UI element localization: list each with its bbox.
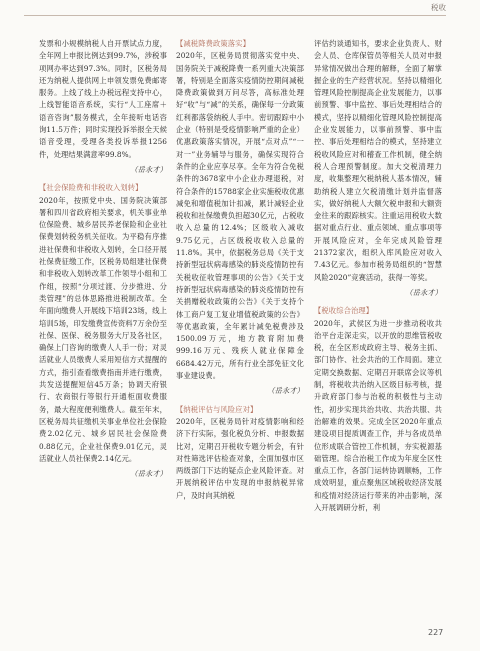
column-left bbox=[39, 38, 167, 486]
paragraph: 发票和小规模纳税人自开票试点力度，全年网上申报比例达到99.7%，涉税事项网办率达到97.3%。同时，区税务局还为纳税人提供网上申领发票免费邮寄服务。上线了线上办税远程支持中心，上线智能语音系统，实行“人工座席＋语音咨询”服务模式，全年接听电话咨询11.5万件；同时实现投诉举报全天候语音受理，受理各类投诉举报1256件，处理结果满意率99.8%。 bbox=[39, 39, 167, 159]
section-tax-assessment bbox=[176, 404, 304, 502]
section-social-insurance bbox=[39, 182, 167, 465]
section-title: 【税收综合治理】 bbox=[314, 306, 374, 316]
author-credit: （岳永才） bbox=[405, 287, 442, 297]
section-title: 【纳税评估与风险应对】 bbox=[176, 404, 258, 414]
paragraph: 2020年，按照党中央、国务院决策部署和四川省政府相关要求，机关事业单位保险费、城乡居民养老保险和企业社保费划转税务机关征收。为平稳有序推进社保费和非税收入划转，全口径开展社保费征缴工作，区税务局组建社保费和非税收入划转改革工作领导小组和工作组，按照“分项过渡、分步推进、分类管理”的总体思路推进税制改革。全年面向缴费人开展线下培训23场，线上培训5场，印发缴费宣传资料7万余份至社保、医保、税务服务大厅及各社区，确保上门咨询的缴费人人手一份；对灵活就业人员缴费人采用短信方式提醒的方式，指引查看缴费指南并进行缴费，共发送提醒短信45万条；协调天府银行、农商银行等银行开通柜面收费服务，最大程度便利缴费人。截至年末，区税务局共征缴机关事业单位社会保险费2.02亿元、城乡居民社会保险费0.88亿元，企业社保费9.01亿元，灵活就业人员社保费2.14亿元。 bbox=[39, 195, 167, 463]
section-title: 【社会保险费和非税收入划转】 bbox=[39, 183, 143, 193]
paragraph: 评估约谈通知书，要求企业负责人、财会人员、仓库保管员等相关人员对申报异常情况做出合理的解释，全面了解掌握企业的生产经营状况。坚持以精细化管理风险控制提高企业发展能力，以事前预警、事中监控、事后处理相结合的模式，坚持以精细化管理风险控制提高企业发展能力，以事前预警、事中监控、事后处理相结合的模式，坚持建立税收风险应对和稽查工作机制，健全纳税人合理预警制度。加大交税清理力度，收集整理欠税纳税人基本情况，辅助纳税人建立欠税清缴计划并监督落实，做好纳税人大额欠税申报和大额资金往来的跟踪核实。注重运用税收大数据对重点行业、重点领域、重点事项等开展风险应对，全年完成风险管理21372家次，组织入库风险应对收入7.43亿元。参加市税务局组织的“智慧风险2020”竞赛活动，获得一等奖。 bbox=[314, 39, 442, 282]
paragraph: 2020年，武侯区为进一步推动税收共治平台走深走实，以开放的思维管税收税，在全区形成政府主导、税务主抓、部门协作、社会共治的工作局面。建立定期交换数据、定期召开联席会议等机制，将税收共治纳入区级目标考核，提升政府部门参与治税的积极性与主动性，初步实现共治共收、共治共服、共治解难的效果。完成全区2020年重点建设项目提质调查工作，并与各成员单位形成联合管控工作机制，夯实税源基础管理。综合治税工作成为年度全区性重点工作，各部门运转协调顺畅，工作成效明显，重点聚焦区域税收经济发展和疫情对经济运行带来的冲击影响，深入开展调研分析，利 bbox=[314, 318, 442, 512]
header-rule bbox=[24, 15, 446, 16]
section-tax-governance bbox=[314, 305, 442, 514]
author-credit: （岳永才） bbox=[130, 164, 167, 174]
column-middle bbox=[176, 38, 304, 502]
paragraph: 2020年，区税务局贯彻落实党中央、国务院关于减税降费一系列重大决策部署，特别是全面落实疫情防控期间减税降费政策做到万问尽答，高标准处理好“收”与“减”的关系，确保每一分政策红利都落袋纳税人手中。密切跟踪中小企业（特别是受疫情影响严重的企业）优惠政策落实情况，开展“点对点”“一对一”业务辅导与服务，确保实现符合条件的企业应享尽享。全年为符合免税条件的3678家中小企业办理退税，对符合条件的15788家企业实施税收优惠减免和增值税加计扣减，累计减轻企业税收和社保缴费负担超30亿元，占税收收入总量的12.4%；区级收入减收9.75亿元，占区级税收收入总量的11.8%。其中，依据税务总局《关于支持新型冠状病毒感染的肺炎疫情防控有关税收征收管理事项的公告》《关于支持新型冠状病毒感染的肺炎疫情防控有关捐赠税收政策的公告》《关于支持个体工商户复工复业增值税政策的公告》等优惠政策，全年累计减免税费涉及1500.09万元，地方教育附加费999.16万元、残疾人就业保障金6684.42万元，所有行业全部免征文化事业建设费。 bbox=[176, 51, 304, 381]
paragraph: 2020年，区税务局针对疫情影响和经济下行实际，强化税负分析、申报数据比对，定期召开税收专题分析会，有针对性筛选评估检查对象，全面加强市区两级部门下达的疑点企业风险评查。对开展纳税评估中发现的申报纳税异常户，及时向其纳税 bbox=[176, 416, 304, 500]
page-number: 227 bbox=[428, 628, 444, 637]
column-right bbox=[314, 38, 442, 514]
section-title: 【减税降费政策落实】 bbox=[176, 39, 250, 48]
header-section-label: 税收 bbox=[431, 3, 446, 12]
section-tax-reduction bbox=[176, 38, 304, 382]
author-credit: （岳永才） bbox=[130, 469, 167, 479]
author-credit: （岳永才） bbox=[267, 386, 304, 396]
running-header bbox=[0, 0, 480, 24]
